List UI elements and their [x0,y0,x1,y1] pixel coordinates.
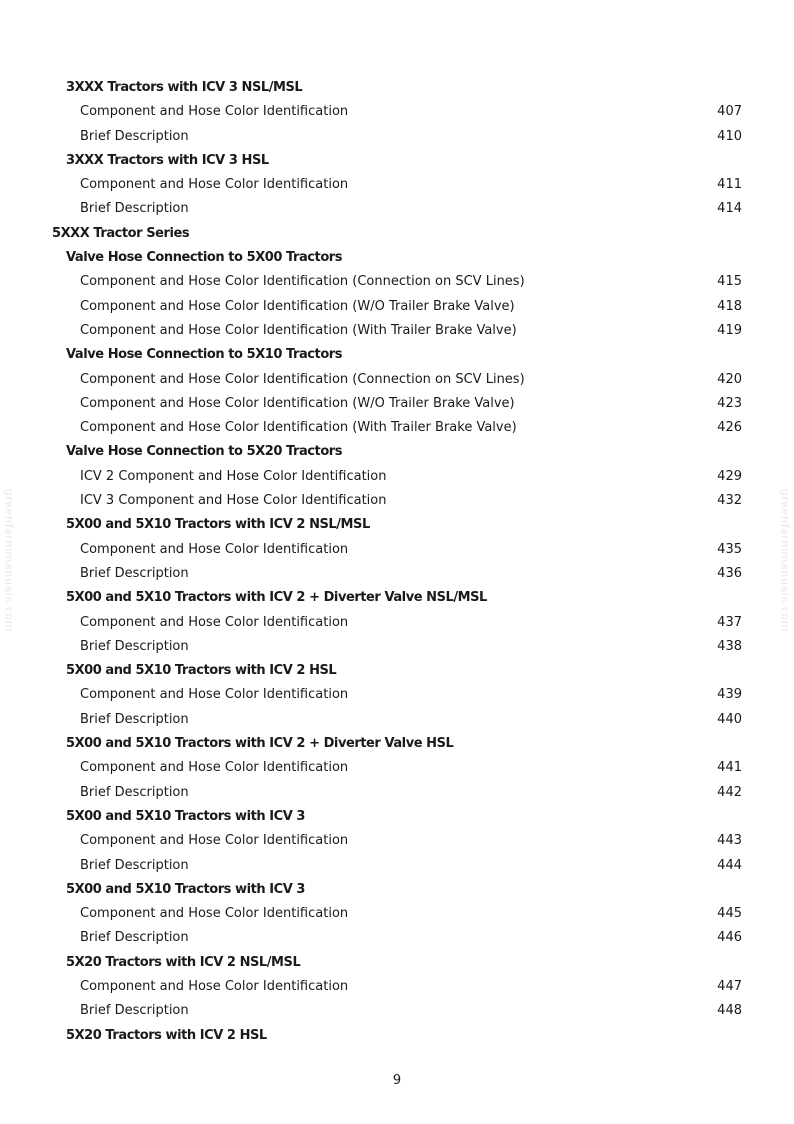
toc-page-number: 448 [717,1003,742,1019]
toc-entry[interactable] [0,683,794,707]
toc-entry-title: Valve Hose Connection to 5X10 Tractors [66,347,343,363]
toc-page-number: 443 [717,833,742,849]
toc-entry-title: 5X00 and 5X10 Tractors with ICV 3 [66,881,305,897]
toc-page-number: 442 [717,784,742,800]
toc-entry[interactable] [0,611,794,635]
toc-entry[interactable] [0,295,794,319]
toc-page-number: 438 [717,638,742,654]
toc-page-number: 436 [717,565,742,581]
toc-entry-title: Component and Hose Color Identification (With Trailer Brake Valve) [80,420,517,436]
page-number: 9 [392,1073,402,1088]
toc-entry-title: Brief Description [80,128,189,144]
toc-entry-title: 5X00 and 5X10 Tractors with ICV 2 + Diverter Valve HSL [66,736,454,752]
toc-page-number: 426 [717,420,742,436]
toc-entry[interactable] [0,756,794,780]
toc-entry-title: Component and Hose Color Identification [80,614,349,630]
toc-entry-title: Valve Hose Connection to 5X00 Tractors [66,250,343,266]
toc-entry-title: Component and Hose Color Identification (Connection on SCV Lines) [80,371,525,387]
toc-entry[interactable] [0,465,794,489]
toc-entry[interactable] [0,926,794,950]
toc-entry[interactable] [0,100,794,124]
toc-page-number: 411 [717,177,742,193]
toc-entry-title: Brief Description [80,201,189,217]
toc-entry-title: 3XXX Tractors with ICV 3 NSL/MSL [66,80,303,95]
toc-entry-title: Brief Description [80,857,189,873]
toc-entry-title: Component and Hose Color Identification (W/O Trailer Brake Valve) [80,395,515,411]
toc-entry-title: Component and Hose Color Identification [80,906,349,922]
toc-entry[interactable] [0,125,794,149]
toc-entry-title: Brief Description [80,638,189,654]
toc-page-number: 445 [717,906,742,922]
toc-entry[interactable] [0,392,794,416]
toc-entry[interactable] [0,489,794,513]
toc-subsection-heading[interactable] [0,1024,794,1048]
toc-entry[interactable] [0,319,794,343]
toc-entry[interactable] [0,538,794,562]
toc-subsection-heading[interactable] [0,805,794,829]
toc-entry-title: Component and Hose Color Identification [80,833,349,849]
toc-page-number: 439 [717,687,742,703]
toc-entry-title: Component and Hose Color Identification [80,104,349,120]
toc-subsection-heading[interactable] [0,513,794,537]
toc-entry-title: 5X00 and 5X10 Tractors with ICV 2 HSL [66,663,337,679]
toc-entry-title: ICV 2 Component and Hose Color Identification [80,468,387,484]
toc-entry-title: 5X20 Tractors with ICV 2 HSL [66,1027,267,1043]
toc-entry[interactable] [0,416,794,440]
toc-page-number: 447 [717,978,742,994]
toc-page-number: 437 [717,614,742,630]
toc-entry-title: Valve Hose Connection to 5X20 Tractors [66,444,343,460]
watermark-right: greenfarmmanuals.com [778,488,792,633]
toc-entry[interactable] [0,975,794,999]
toc-section-heading[interactable] [0,222,794,246]
toc-entry-title: Brief Description [80,930,189,946]
toc-entry[interactable] [0,173,794,197]
toc-page-number: 432 [717,493,742,509]
toc-entry-title: 5X00 and 5X10 Tractors with ICV 2 + Diverter Valve NSL/MSL [66,590,487,606]
toc-subsection-heading[interactable] [0,440,794,464]
toc-page-number: 407 [717,104,742,120]
toc-entry-title: Component and Hose Color Identification [80,687,349,703]
toc-entry-title: 5X20 Tractors with ICV 2 NSL/MSL [66,954,301,970]
toc-entry-title: 5X00 and 5X10 Tractors with ICV 2 NSL/MSL [66,517,370,533]
toc-entry-title: Component and Hose Color Identification [80,177,349,193]
toc-entry-title: Component and Hose Color Identification [80,541,349,557]
toc-entry[interactable] [0,902,794,926]
toc-subsection-heading[interactable] [0,343,794,367]
toc-subsection-heading[interactable] [0,246,794,270]
toc-page-number: 420 [717,371,742,387]
toc-entry-title: Brief Description [80,1003,189,1019]
toc-page-number: 446 [717,930,742,946]
toc-entry[interactable] [0,829,794,853]
toc-entry[interactable] [0,197,794,221]
toc-page-number: 414 [717,201,742,217]
toc-page-number: 444 [717,857,742,873]
toc-entry-title: 5XXX Tractor Series [52,225,190,241]
toc-entry-title: ICV 3 Component and Hose Color Identification [80,493,387,509]
toc-entry-title: Component and Hose Color Identification (W/O Trailer Brake Valve) [80,298,515,314]
toc-entry[interactable] [0,999,794,1023]
toc-entry-title: Component and Hose Color Identification [80,760,349,776]
toc-page-number: 415 [717,274,742,290]
toc-subsection-heading[interactable] [0,76,794,100]
toc-page-number: 440 [717,711,742,727]
toc-page-number: 418 [717,298,742,314]
toc-page-number: 435 [717,541,742,557]
toc-page-number: 441 [717,760,742,776]
toc-entry[interactable] [0,708,794,732]
toc-page-number: 429 [717,468,742,484]
watermark-left: greenfarmmanuals.com [2,488,16,633]
toc-subsection-heading[interactable] [0,149,794,173]
toc-entry-title: 3XXX Tractors with ICV 3 HSL [66,152,269,168]
toc-page-number: 423 [717,395,742,411]
toc-entry[interactable] [0,562,794,586]
toc-entry[interactable] [0,270,794,294]
toc-entry[interactable] [0,368,794,392]
toc-subsection-heading[interactable] [0,659,794,683]
toc-entry-title: Brief Description [80,784,189,800]
toc-entry-title: Brief Description [80,711,189,727]
table-of-contents [0,76,794,1048]
toc-entry-title: Component and Hose Color Identification (Connection on SCV Lines) [80,274,525,290]
toc-page-number: 419 [717,322,742,338]
toc-entry-title: Brief Description [80,565,189,581]
toc-entry-title: Component and Hose Color Identification [80,978,349,994]
toc-entry-title: Component and Hose Color Identification (With Trailer Brake Valve) [80,322,517,338]
toc-page-number: 410 [717,128,742,144]
toc-subsection-heading[interactable] [0,951,794,975]
toc-subsection-heading[interactable] [0,586,794,610]
toc-entry[interactable] [0,854,794,878]
toc-entry[interactable] [0,635,794,659]
toc-subsection-heading[interactable] [0,878,794,902]
toc-entry[interactable] [0,781,794,805]
toc-entry-title: 5X00 and 5X10 Tractors with ICV 3 [66,808,305,824]
toc-subsection-heading[interactable] [0,732,794,756]
